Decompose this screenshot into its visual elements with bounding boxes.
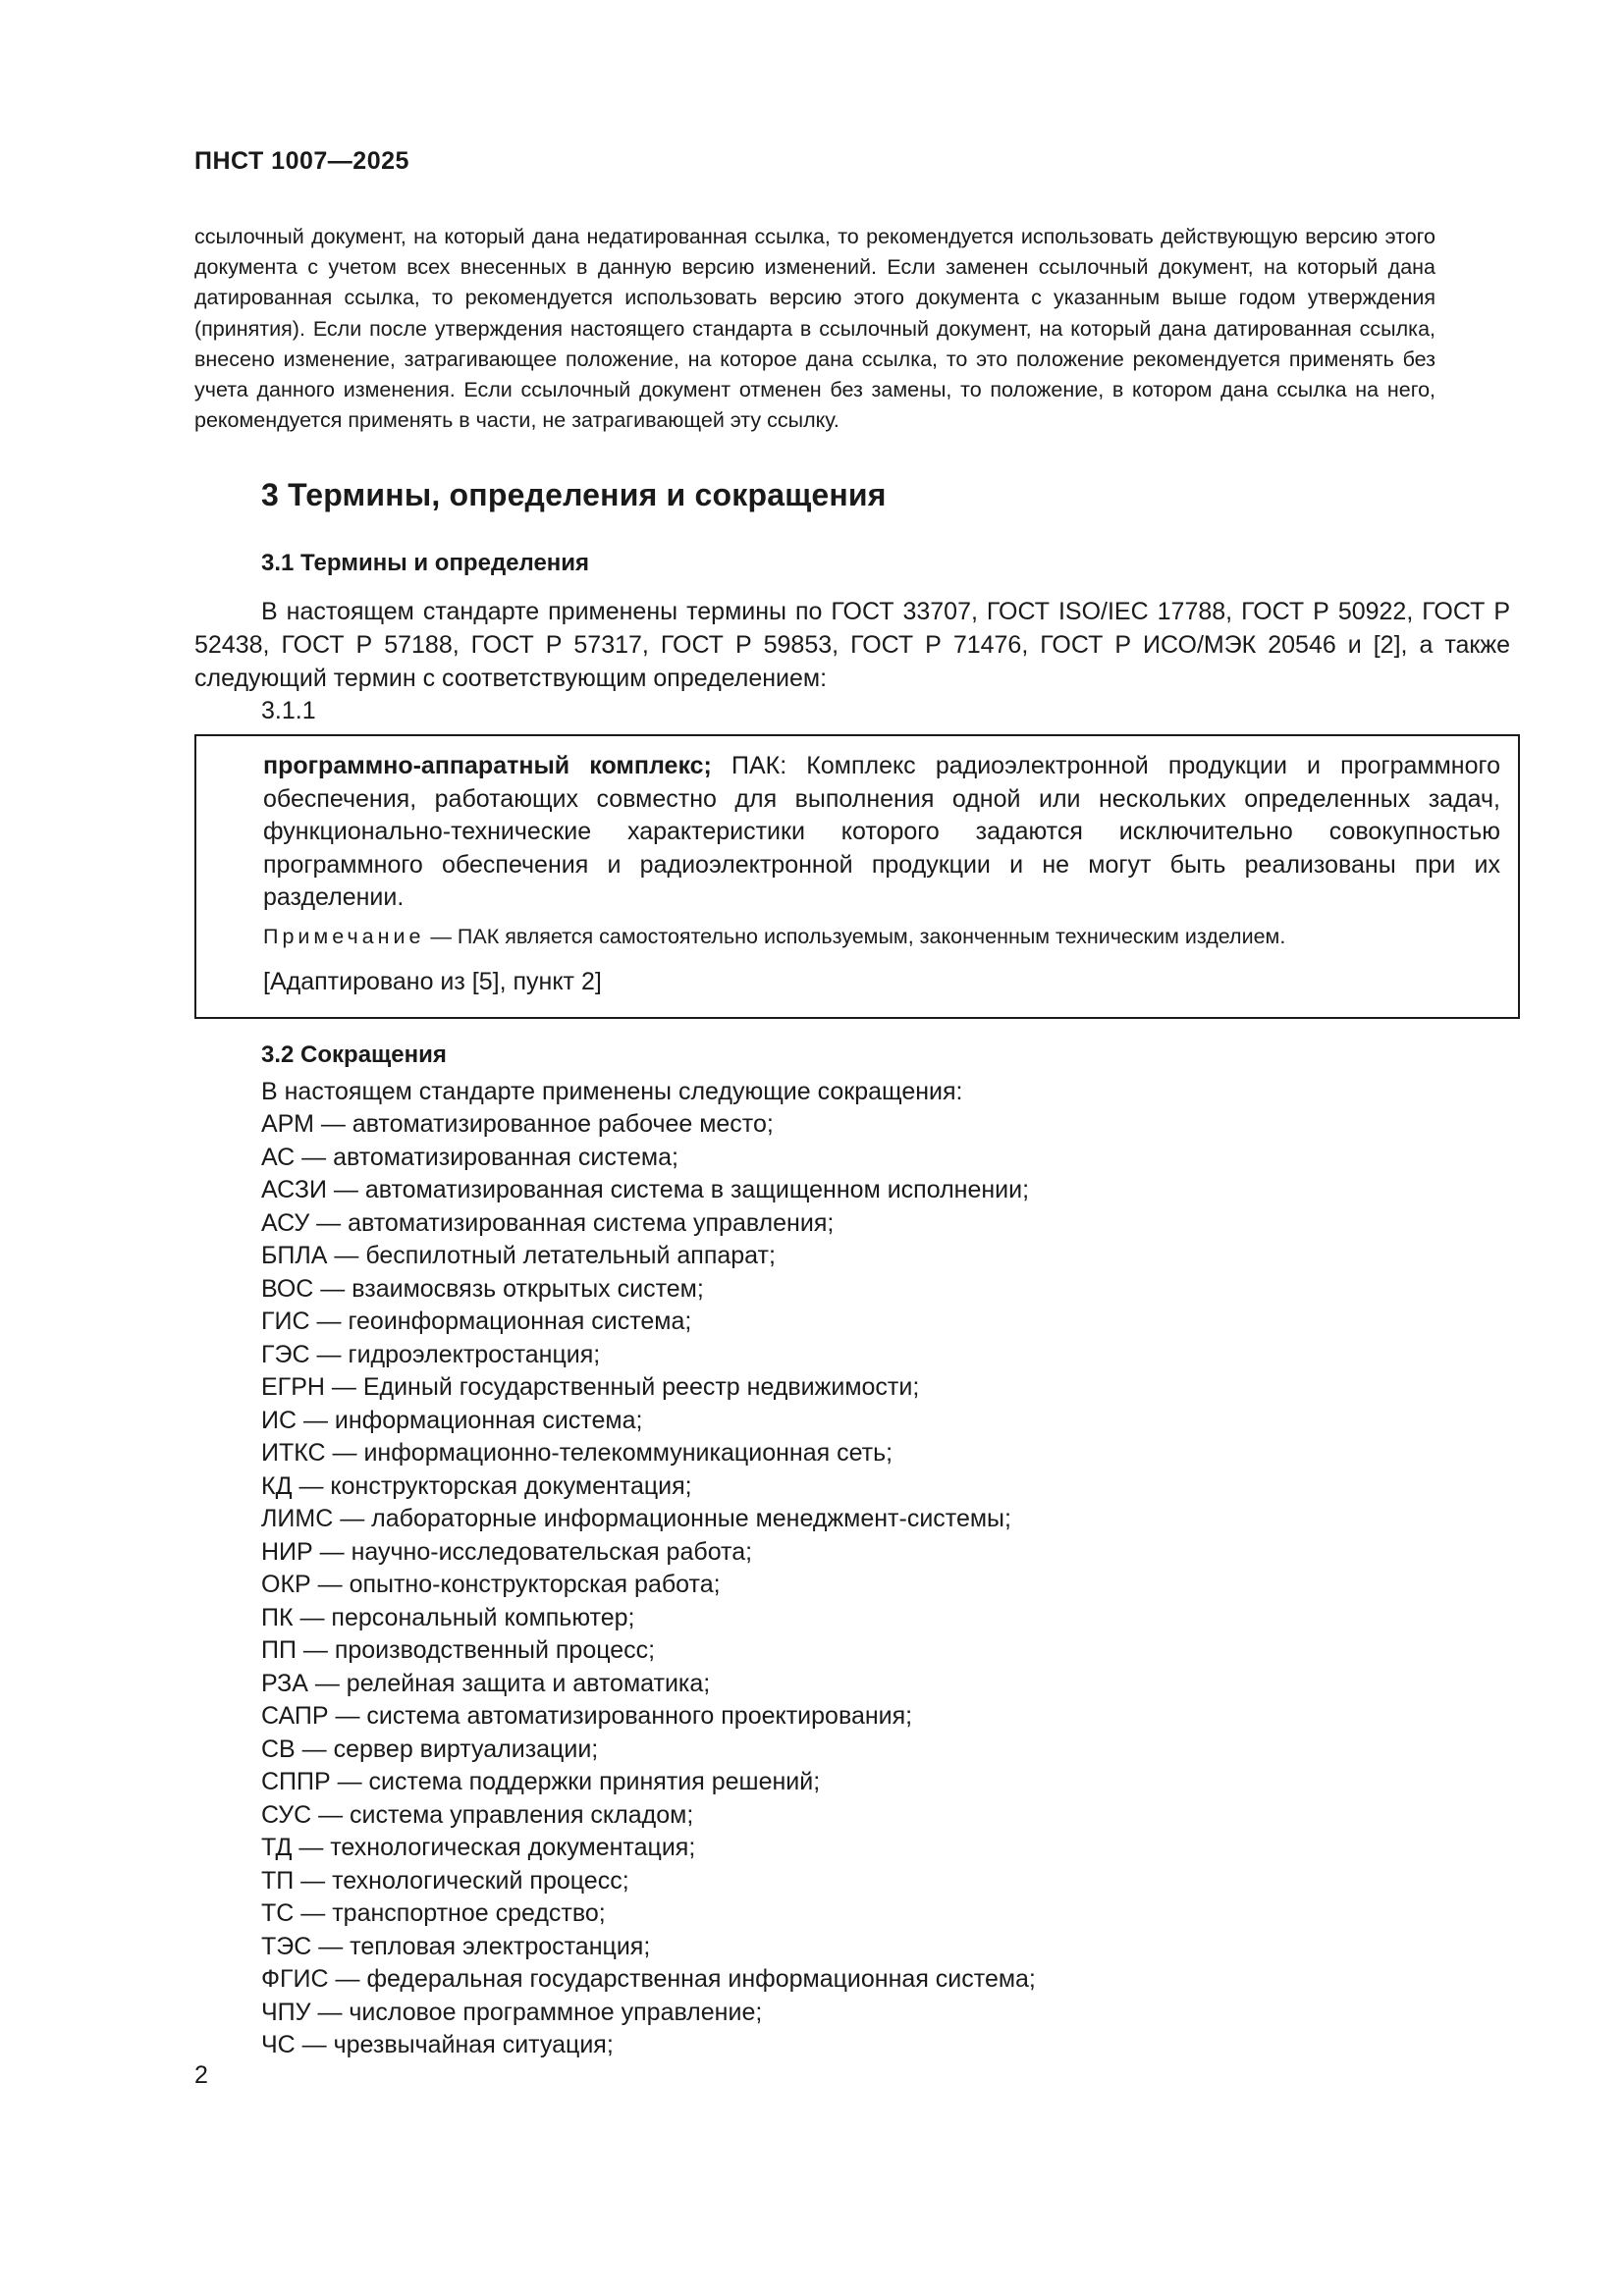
intro-paragraph bbox=[194, 222, 1435, 436]
abbreviation-item: ИС — информационная система; bbox=[261, 1406, 643, 1434]
term-name: программно-аппаратный комплекс; bbox=[263, 752, 712, 779]
abbreviation-item: ЧС — чрезвычайная ситуация; bbox=[261, 2031, 614, 2058]
abbreviation-item: АС — автоматизированная система; bbox=[261, 1143, 678, 1171]
abbreviation-item: ЕГРН — Единый государственный реестр недвижимости; bbox=[261, 1373, 920, 1401]
note-text: — ПАК является самостоятельно используемым, законченным техническим изделием. bbox=[424, 925, 1286, 948]
abbreviation-item: ГИС — геоинформационная система; bbox=[261, 1308, 692, 1335]
term-definition-box bbox=[194, 734, 1520, 1019]
term-note bbox=[263, 925, 1285, 949]
abbreviation-item: ТЭС — тепловая электростанция; bbox=[261, 1932, 651, 1960]
term-number: 3.1.1 bbox=[261, 697, 316, 724]
abbreviation-item: ТС — транспортное средство; bbox=[261, 1899, 606, 1927]
abbreviation-item: ПП — производственный процесс; bbox=[261, 1636, 656, 1664]
subsection-3-1-title: 3.1 Термины и определения bbox=[261, 550, 590, 576]
subsection-3-2-title: 3.2 Сокращения bbox=[261, 1041, 447, 1068]
term-definition bbox=[263, 750, 1500, 915]
document-code-header: ПНСТ 1007—2025 bbox=[194, 147, 409, 175]
abbreviation-item: КД — конструкторская документация; bbox=[261, 1471, 692, 1500]
abbreviation-item: СППР — система поддержки принятия решений; bbox=[261, 1768, 821, 1795]
intro-text: ссылочный документ, на который дана недатированная ссылка, то рекомендуется использовать действующую версию этого документа с учетом всех внесенных в данную версию изменений. Если заменен ссылочный документ, на который дана датированная ссылка, то рекомендуется использовать версию этого документа с указанным выше годом утверждения (принятия). Если после утверждения настоящего стандарта в ссылочный документ, на который дана датированная ссылка, внесено изменение, затрагивающее положение, на которое дана ссылка, то это положение рекомендуется применять без учета данного изменения. Если ссылочный документ отменен без замены, то положение, в котором дана ссылка на него, рекомендуется применять в части, не затрагивающей эту ссылку. bbox=[194, 225, 1435, 433]
abbreviation-item: АСЗИ — автоматизированная система в защищенном исполнении; bbox=[261, 1176, 1030, 1203]
abbreviation-item: ЛИМС — лабораторные информационные менеджмент-системы; bbox=[261, 1505, 1011, 1532]
abbreviation-item: СВ — сервер виртуализации; bbox=[261, 1735, 599, 1763]
term-definition-text: ПАК: Комплекс радиоэлектронной продукции и программного обеспечения, работающих совместно для выполнения одной или нескольких определенных задач, функционально-технические характеристики которого задаются исключительно совокупностью программного обеспечения и радиоэлектронной продукции и не могут быть реализованы при их разделении. bbox=[263, 752, 1500, 911]
abbreviation-item: ПК — персональный компьютер; bbox=[261, 1603, 635, 1631]
section-3-title: 3 Термины, определения и сокращения bbox=[261, 477, 887, 512]
abbreviations-list bbox=[261, 1108, 1036, 2062]
abbreviation-item: ОКР — опытно-конструкторская работа; bbox=[261, 1571, 721, 1598]
note-label: Примечание bbox=[263, 925, 425, 948]
abbreviation-item: ВОС — взаимосвязь открытых систем; bbox=[261, 1274, 704, 1303]
abbreviation-item: ТД — технологическая документация; bbox=[261, 1834, 696, 1861]
abbreviation-item: АСУ — автоматизированная система управления; bbox=[261, 1208, 835, 1237]
abbreviation-item: ЧПУ — числовое программное управление; bbox=[261, 1998, 763, 2026]
abbreviation-item: НИР — научно-исследовательская работа; bbox=[261, 1537, 753, 1566]
abbreviation-item: ТП — технологический процесс; bbox=[261, 1866, 629, 1895]
abbreviation-item: АРМ — автоматизированное рабочее место; bbox=[261, 1110, 774, 1138]
term-source: [Адаптировано из [5], пункт 2] bbox=[263, 968, 602, 995]
abbreviation-item: ИТКС — информационно-телекоммуникационная сеть; bbox=[261, 1439, 893, 1467]
page-number: 2 bbox=[194, 2061, 208, 2089]
abbreviation-item: РЗА — релейная защита и автоматика; bbox=[261, 1669, 711, 1697]
abbreviations-intro: В настоящем стандарте применены следующие сокращения: bbox=[261, 1078, 963, 1105]
abbreviation-item: ГЭС — гидроэлектростанция; bbox=[261, 1340, 601, 1368]
abbreviation-item: САПР — система автоматизированного проектирования; bbox=[261, 1702, 913, 1730]
abbreviation-item: СУС — система управления складом; bbox=[261, 1800, 694, 1829]
abbreviation-item: БПЛА — беспилотный летательный аппарат; bbox=[261, 1242, 776, 1269]
terms-intro-paragraph: В настоящем стандарте применены термины по ГОСТ 33707, ГОСТ ISO/IEC 17788, ГОСТ Р 50922, ГОСТ Р 52438, ГОСТ Р 57188, ГОСТ Р 57317, ГОСТ Р 59853, ГОСТ Р 71476, ГОСТ Р ИСО/МЭК 20546 и [2], а также следующий термин с соответствующим определением: bbox=[194, 598, 1510, 692]
abbreviation-item: ФГИС — федеральная государственная информационная система; bbox=[261, 1965, 1036, 1993]
